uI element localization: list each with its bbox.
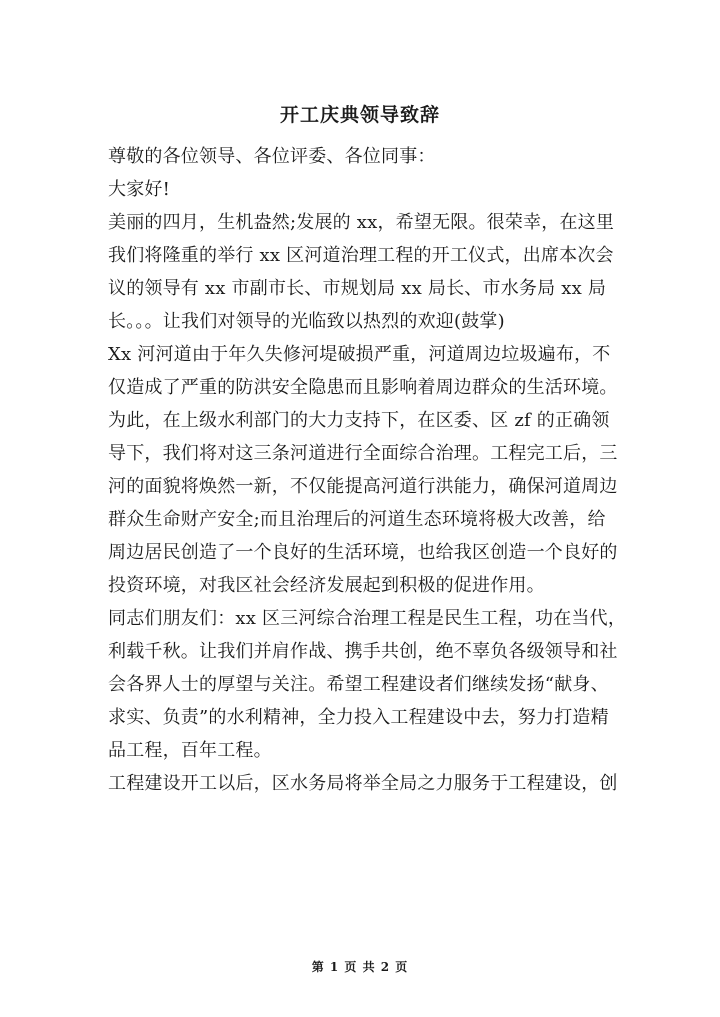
text-line: 周边居民创造了一个良好的生活环境，也给我区创造一个良好的: [108, 542, 618, 563]
text-line: Xx 河河道由于年久失修河堤破损严重，河道周边垃圾遍布，不: [108, 344, 611, 365]
text-line: 我们将隆重的举行 xx 区河道治理工程的开工仪式，出席本次会: [108, 245, 614, 266]
page-number-footer: 第 1 页 共 2 页: [311, 960, 409, 974]
document-title: 开工庆典领导致辞: [279, 104, 440, 126]
text-line: 河的面貌将焕然一新，不仅能提高河道行洪能力，确保河道周边: [108, 476, 618, 497]
text-line: 品工程，百年工程。: [108, 740, 272, 761]
text-line: 会各界人士的厚望与关注。希望工程建设者们继续发扬“献身、: [108, 674, 609, 695]
text-line: 大家好!: [108, 179, 171, 200]
text-line: 求实、负责”的水利精神，全力投入工程建设中去，努力打造精: [108, 707, 609, 728]
text-line: 美丽的四月，生机盎然;发展的 xx，希望无限。很荣幸，在这里: [108, 212, 615, 233]
text-line: 工程建设开工以后，区水务局将举全局之力服务于工程建设，创: [108, 773, 618, 794]
document-body: [108, 140, 627, 800]
text-line: 投资环境，对我区社会经济发展起到积极的促进作用。: [108, 575, 545, 596]
text-line: 尊敬的各位领导、各位评委、各位同事：: [108, 146, 436, 167]
text-line: 利载千秋。让我们并肩作战、携手共创，绝不辜负各级领导和社: [108, 641, 618, 662]
text-line: 仅造成了严重的防洪安全隐患而且影响着周边群众的生活环境。: [108, 377, 618, 398]
text-line: 为此，在上级水利部门的大力支持下，在区委、区 zf 的正确领: [108, 410, 610, 431]
text-line: 议的领导有 xx 市副市长、市规划局 xx 局长、市水务局 xx 局: [108, 278, 607, 299]
text-line: 长。。。让我们对领导的光临致以热烈的欢迎(鼓掌): [108, 311, 505, 332]
text-line: 同志们朋友们：xx 区三河综合治理工程是民生工程，功在当代，: [108, 608, 627, 629]
text-line: 群众生命财产安全;而且治理后的河道生态环境将极大改善，给: [108, 509, 606, 530]
text-line: 导下，我们将对这三条河道进行全面综合治理。工程完工后，三: [108, 443, 618, 464]
